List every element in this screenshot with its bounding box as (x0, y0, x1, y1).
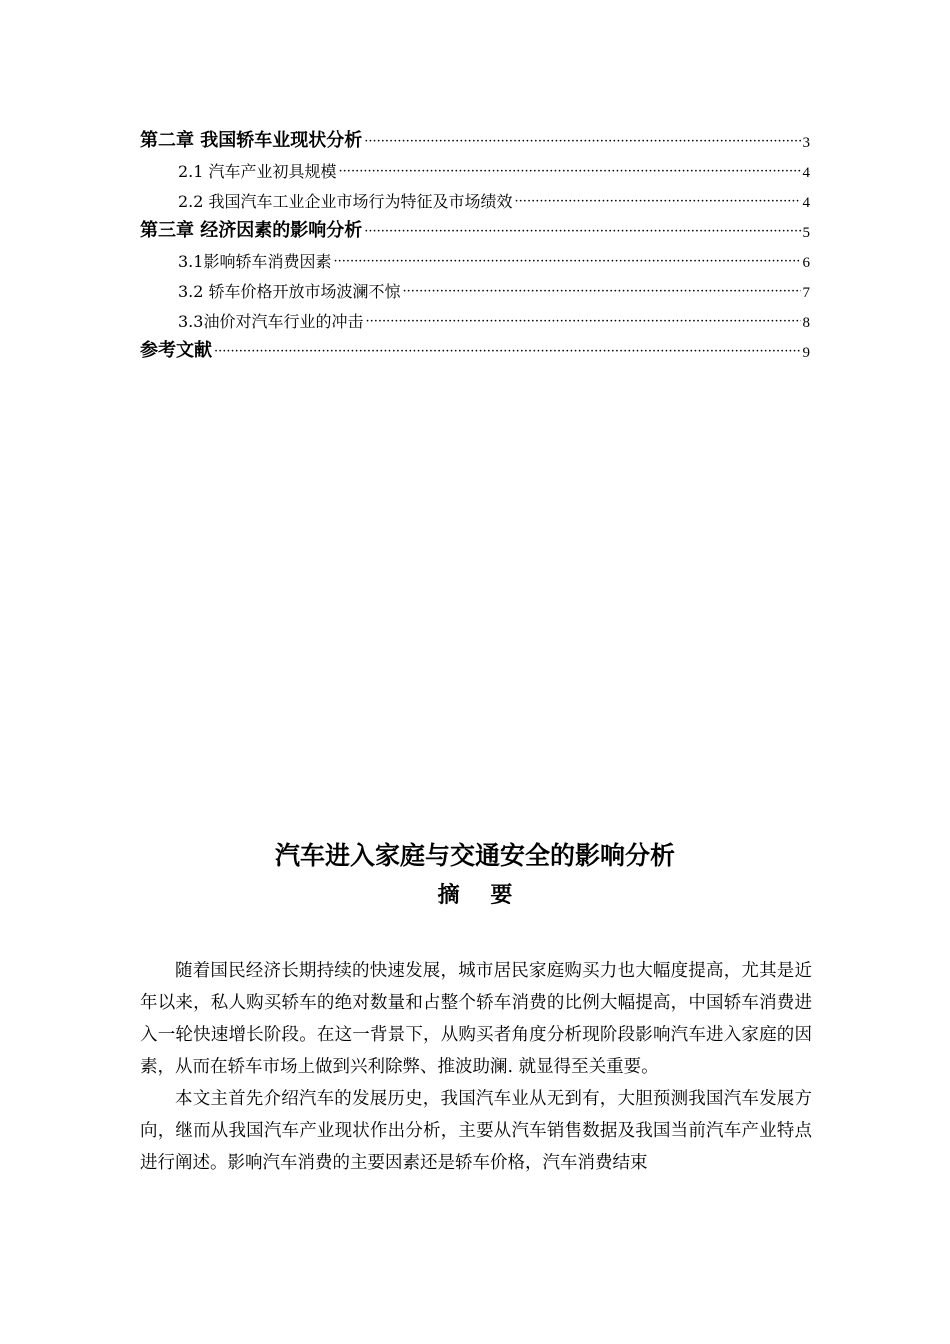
toc-entry-page: 6 (802, 255, 810, 271)
toc-entry[interactable] (140, 242, 810, 272)
toc-entry[interactable] (140, 272, 810, 302)
toc-entry-page: 9 (802, 345, 810, 361)
toc-leader-dots (333, 254, 800, 272)
toc-entry-title: 3.2 轿车价格开放市场波澜不惊 (178, 282, 401, 301)
abstract-paragraph: 随着国民经济长期持续的快速发展，城市居民家庭购买力也大幅度提高，尤其是近年以来，私人购买轿车的绝对数量和占整个轿车消费的比例大幅提高，中国轿车消费进入一轮快速增长阶段。在这一背景下，从购买者角度分析现阶段影响汽车进入家庭的因素，从而在轿车市场上做到兴利除弊、推波助澜. 就显得至关重要。 (140, 961, 812, 1077)
toc-leader-dots (515, 194, 801, 212)
toc-leader-dots (365, 314, 800, 332)
table-of-contents (140, 122, 810, 362)
toc-entry[interactable] (140, 302, 810, 332)
toc-leader-dots (403, 284, 801, 302)
toc-entry-title: 第三章 经济因素的影响分析 (140, 220, 363, 241)
abstract-heading: 摘要 (437, 883, 544, 908)
toc-entry-title: 第二章 我国轿车业现状分析 (140, 130, 363, 151)
toc-entry-page: 3 (802, 135, 810, 151)
abstract-paragraph: 本文主首先介绍汽车的发展历史，我国汽车业从无到有，大胆预测我国汽车发展方向，继而从我国汽车产业现状作出分析，主要从汽车销售数据及我国当前汽车产业特点进行阐述。影响汽车消费的主要因素还是轿车价格，汽车消费结束 (140, 1089, 812, 1173)
toc-leader-dots (364, 224, 800, 242)
toc-entry-title: 3.1影响轿车消费因素 (178, 252, 332, 271)
toc-entry-title: 2.1 汽车产业初具规模 (178, 162, 337, 181)
toc-entry[interactable] (140, 212, 810, 242)
toc-leader-dots (364, 134, 800, 152)
toc-entry-title: 3.3油价对汽车行业的冲击 (178, 312, 364, 331)
toc-leader-dots (339, 164, 801, 182)
toc-leader-dots (214, 344, 801, 362)
abstract-body (140, 955, 812, 1179)
toc-entry[interactable] (140, 122, 810, 152)
toc-entry[interactable] (140, 152, 810, 182)
document-title: 汽车进入家庭与交通安全的影响分析 (274, 841, 675, 870)
toc-entry-title: 参考文献 (140, 340, 212, 361)
toc-entry-page: 4 (802, 165, 810, 181)
toc-entry-page: 7 (802, 285, 810, 301)
toc-entry-page: 4 (802, 195, 810, 211)
toc-entry-page: 5 (802, 225, 810, 241)
toc-entry[interactable] (140, 182, 810, 212)
toc-entry-page: 8 (802, 315, 810, 331)
toc-entry[interactable] (140, 332, 810, 362)
toc-entry-title: 2.2 我国汽车工业企业市场行为特征及市场绩效 (178, 192, 513, 211)
